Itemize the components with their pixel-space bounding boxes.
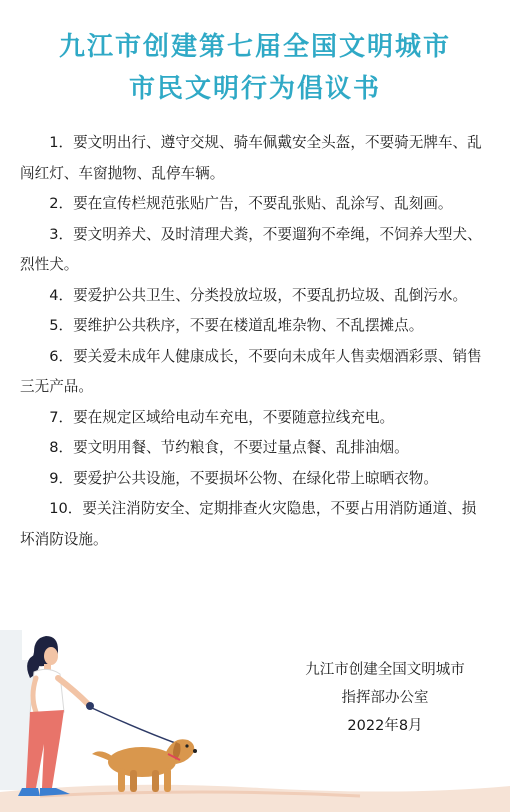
signature-date: 2022年8月 [347, 718, 423, 734]
signature-org: 九江市创建全国文明城市 [305, 662, 465, 678]
proposal-item: 10．要关注消防安全、定期排查火灾隐患，不要占用消防通道、损坏消防设施。 [20, 500, 477, 548]
proposal-body [20, 128, 490, 555]
proposal-item: 9．要爱护公共设施，不要损坏公物、在绿化带上晾晒衣物。 [49, 469, 438, 487]
page-title: 九江市创建第七届全国文明城市 [58, 32, 451, 62]
signature-dept: 指挥部办公室 [341, 690, 429, 706]
proposal-item: 6．要关爱未成年人健康成长，不要向未成年人售卖烟酒彩票、销售三无产品。 [20, 347, 482, 395]
proposal-item: 8．要文明用餐、节约粮食，不要过量点餐、乱排油烟。 [49, 439, 409, 456]
page-subtitle: 市民文明行为倡议书 [128, 74, 381, 104]
proposal-item: 3．要文明养犬、及时清理犬粪，不要遛狗不牵绳，不饲养大型犬、烈性犬。 [20, 225, 482, 273]
leash [92, 708, 178, 744]
ground [0, 785, 510, 812]
proposal-item: 1．要文明出行、遵守交规、骑车佩戴安全头盔，不要骑无牌车、乱闯红灯、车窗抛物、乱停车辆。 [20, 134, 482, 182]
proposal-item: 2．要在宣传栏规范张贴广告，不要乱张贴、乱涂写、乱刻画。 [49, 195, 453, 212]
proposal-item: 5．要维护公共秩序，不要在楼道乱堆杂物、不乱摆摊点。 [49, 317, 424, 334]
proposal-item: 7．要在规定区域给电动车充电，不要随意拉线充电。 [49, 408, 395, 426]
signature-block [290, 656, 480, 740]
proposal-item: 4．要爱护公共卫生、分类投放垃圾，不要乱扔垃圾、乱倒污水。 [49, 286, 468, 304]
dog-figure [92, 739, 197, 792]
